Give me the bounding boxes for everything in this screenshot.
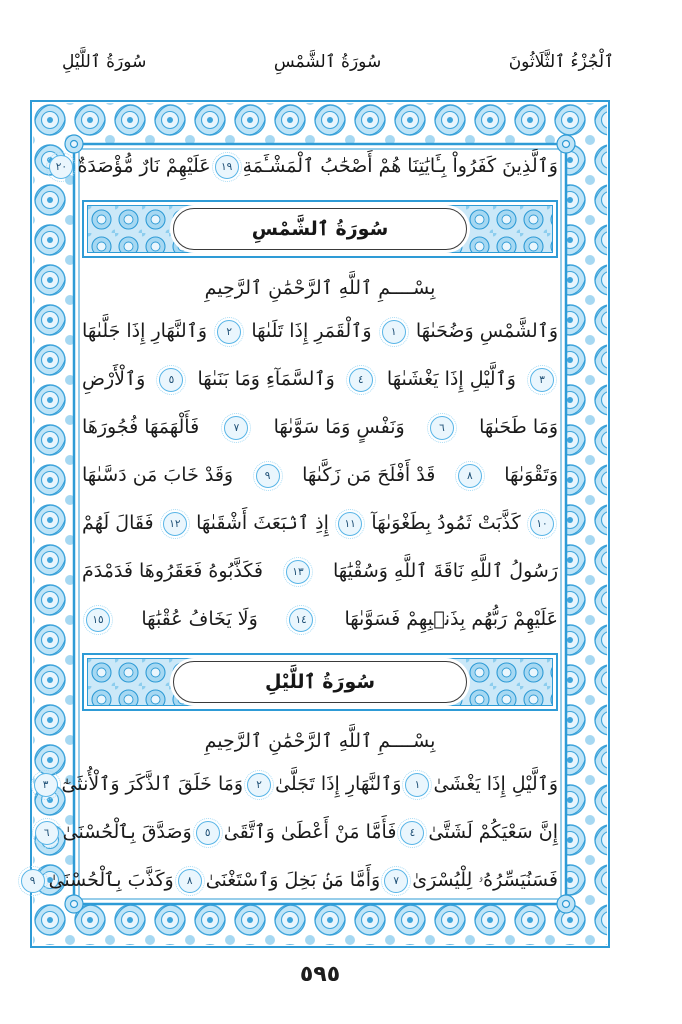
ayah-marker: ١٩ [215,155,239,179]
ayah-marker: ٤ [349,368,373,392]
verse-text: وَٱلسَّمَآءِ وَمَا بَنَىٰهَا [197,368,335,391]
ayah-marker: ٣ [34,773,58,797]
ayah-marker: ١٣ [286,560,310,584]
verse-text: رَسُولُ ٱللَّهِ نَاقَةَ ٱللَّهِ وَسُقْيَٰهَا [332,560,558,583]
verse-text: وَنَفْسٍ وَمَا سَوَّىٰهَا [273,416,405,439]
quran-line-layl-7-9 [29,866,558,895]
ayah-marker: ٥ [159,368,183,392]
verse-text: وَٱلنَّهَارِ إِذَا تَجَلَّىٰ [275,773,402,796]
ayah-marker: ٥ [196,821,220,845]
verse-text: عَلَيْهِمْ رَبُّهُم بِذَنۢبِهِمْ فَسَوَّىٰهَا [344,608,558,631]
verse-text: قَدْ أَفْلَحَ مَن زَكَّىٰهَا [302,464,436,487]
verse-text: وَٱلْأَرْضِ [82,368,146,391]
ayah-marker: ١٤ [289,608,313,632]
quran-line-shams-8-10 [82,461,558,490]
ayah-marker: ٢ [217,320,241,344]
ayah-marker: ٧ [224,416,248,440]
ayah-marker: ٤ [400,821,424,845]
page-running-head [62,46,614,76]
ayah-marker: ٣ [530,368,554,392]
verse-text: وَٱلَّيْلِ إِذَا يَغْشَىٰهَا [386,368,516,391]
verse-text: وَٱلْقَمَرِ إِذَا تَلَىٰهَا [251,320,372,343]
quran-line-balad-19-20 [55,152,558,181]
verse-text: إِنَّ سَعْيَكُمْ لَشَتَّىٰ [428,821,558,844]
verse-text: وَٱلَّيْلِ إِذَا يَغْشَىٰ [433,773,558,796]
quran-line-shams-13-14 [82,557,558,586]
ayah-marker: ٨ [458,464,482,488]
ayah-marker: ٢٠ [49,155,73,179]
ayah-marker: ٦ [35,821,59,845]
verse-text: وَٱلنَّهَارِ إِذَا جَلَّىٰهَا [82,320,208,343]
surah-title-cartouche: سُورَةُ ٱللَّيْلِ [173,661,467,703]
verse-text: وَلَا يَخَافُ عُقْبَٰهَا [141,608,258,631]
quran-text-area [29,152,558,896]
quran-line-shams-14-15 [82,605,558,634]
ayah-marker: ٩ [21,869,45,893]
quran-line-shams-6-7 [82,413,558,442]
verse-text: فَأَمَّا مَنْ أَعْطَىٰ وَٱتَّقَىٰ [223,821,397,844]
bismillah-shams: بِسْــــمِ ٱللَّهِ ٱلرَّحْمَٰنِ ٱلرَّحِيمِ [204,276,436,299]
ayah-marker: ٨ [178,869,202,893]
verse-text: فَكَذَّبُوهُ فَعَقَرُوهَا فَدَمْدَمَ [82,560,263,583]
decorative-frame [30,100,610,948]
verse-text: وَمَا خَلَقَ ٱلذَّكَرَ وَٱلْأُنثَىٰٓ [61,773,244,796]
verse-text: فَقَالَ لَهُمْ [82,512,154,535]
surah-shams-header-band [82,200,558,258]
ayah-marker: ١١ [338,512,362,536]
verse-text: كَذَّبَتْ ثَمُودُ بِطَغْوَىٰهَآ [371,512,521,535]
juz-label: ٱلْجُزْءُ ٱلثَّلَاثُونَ [508,51,614,72]
verse-text: وَأَمَّا مَنۢ بَخِلَ وَٱسْتَغْنَىٰ [205,869,381,892]
verse-text: وَمَا طَحَىٰهَا [479,416,558,439]
ayah-marker: ١٠ [530,512,554,536]
ayah-marker: ٧ [384,869,408,893]
verse-text: وَكَذَّبَ بِٱلْحُسْنَىٰ [48,869,174,892]
verse-text: وَصَدَّقَ بِٱلْحُسْنَىٰ [62,821,192,844]
surah-title-cartouche: سُورَةُ ٱلشَّمْسِ [173,208,467,250]
quran-line-shams-10-12 [82,509,558,538]
quran-line-layl-1-3 [42,770,558,799]
running-head-surah-layl: سُورَةُ ٱللَّيْلِ [62,51,147,72]
quran-line-layl-4-6 [43,818,558,847]
ayah-marker: ٢ [247,773,271,797]
verse-text: وَقَدْ خَابَ مَن دَسَّىٰهَا [82,464,234,487]
surah-layl-header-band [82,653,558,711]
verse-text: وَٱلَّذِينَ كَفَرُواْ بِـَٔايَٰتِنَا هُمْ أَصْحَٰبُ ٱلْمَشْـَٔمَةِ [242,155,558,177]
verse-text: وَٱلشَّمْسِ وَضُحَىٰهَا [415,320,558,343]
page-number: ٥٩٥ [299,962,341,987]
verse-text: عَلَيْهِمْ نَارٌ مُّؤْصَدَةٌ [77,155,211,177]
quran-line-shams-3-5 [82,365,558,394]
verse-text: إِذِ ٱنۢبَعَثَ أَشْقَىٰهَا [196,512,329,535]
verse-text: فَأَلْهَمَهَا فُجُورَهَا [82,416,200,439]
ayah-marker: ١ [382,320,406,344]
ayah-marker: ١٢ [163,512,187,536]
ayah-marker: ٦ [430,416,454,440]
verse-text: فَسَنُيَسِّرُهُۥ لِلْيُسْرَىٰ [412,869,558,892]
running-head-surah-shams: سُورَةُ ٱلشَّمْسِ [273,51,382,72]
verse-text: وَتَقْوَىٰهَا [504,464,558,487]
ayah-marker: ١٥ [86,608,110,632]
bismillah-layl: بِسْــــمِ ٱللَّهِ ٱلرَّحْمَٰنِ ٱلرَّحِيمِ [204,729,436,752]
ayah-marker: ١ [405,773,429,797]
quran-line-shams-1-2 [82,317,558,346]
ayah-marker: ٩ [256,464,280,488]
